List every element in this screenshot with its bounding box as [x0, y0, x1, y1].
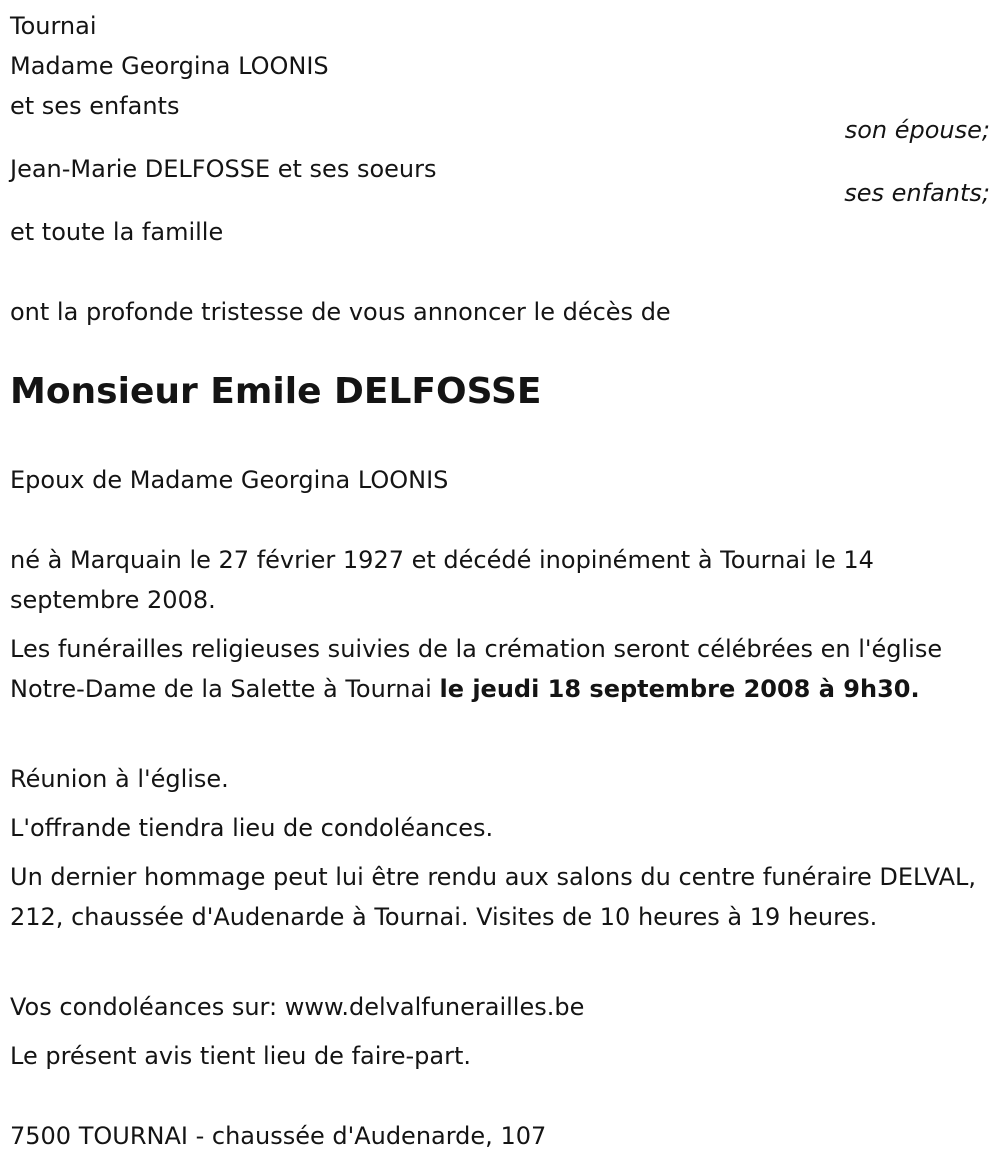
- meeting-line: Réunion à l'église.: [10, 765, 229, 793]
- birth-death-paragraph: né à Marquain le 27 février 1927 et décédé inopinément à Tournai le 14 septembre 2008.: [10, 546, 874, 614]
- funeral-date: le jeudi 18 septembre 2008 à 9h30.: [439, 675, 920, 703]
- spouse-children-line: et ses enfants: [10, 92, 180, 120]
- notice-line: Le présent avis tient lieu de faire-part.: [10, 1042, 472, 1070]
- city-line: Tournai: [10, 12, 97, 40]
- announcement-line: ont la profonde tristesse de vous annoncer le décès de: [10, 298, 671, 326]
- spouse-relation-label: son épouse;: [844, 116, 990, 144]
- family-line: et toute la famille: [10, 218, 224, 246]
- deceased-name: Monsieur Emile DELFOSSE: [10, 371, 542, 412]
- offering-line: L'offrande tiendra lieu de condoléances.: [10, 814, 494, 842]
- children-relation-label: ses enfants;: [844, 179, 990, 207]
- address-line: 7500 TOURNAI - chaussée d'Audenarde, 107: [10, 1122, 547, 1150]
- spouse-name-line: Madame Georgina LOONIS: [10, 52, 329, 80]
- condolences-line: Vos condoléances sur: www.delvalfunerailles.be: [10, 993, 585, 1021]
- deceased-spouse-line: Epoux de Madame Georgina LOONIS: [10, 466, 449, 494]
- funeral-text: Les funérailles religieuses suivies de la crémation seront célébrées en l'église Notre-Dame de la Salette à Tournai: [10, 635, 943, 703]
- children-names-line: Jean-Marie DELFOSSE et ses soeurs: [10, 155, 437, 183]
- tribute-paragraph: Un dernier hommage peut lui être rendu aux salons du centre funéraire DELVAL, 212, chaussée d'Audenarde à Tournai. Visites de 10 heures à 19 heures.: [10, 863, 977, 931]
- funeral-paragraph: [10, 629, 990, 709]
